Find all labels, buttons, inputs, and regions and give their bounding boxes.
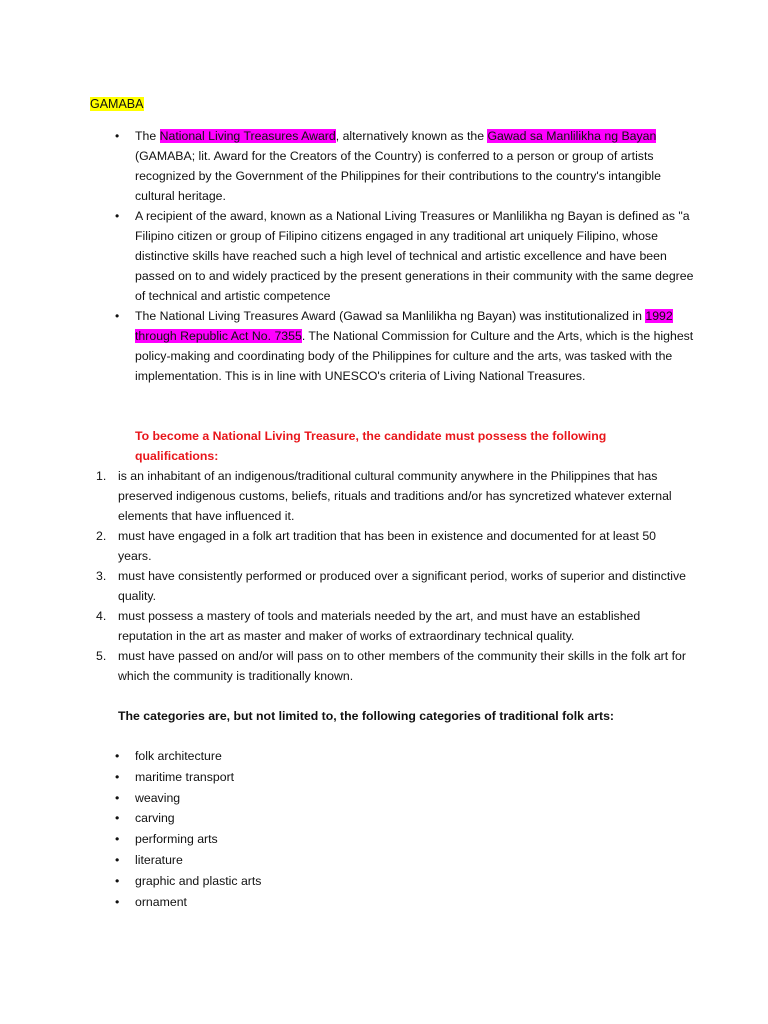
bullet-text: A recipient of the award, known as a National Living Treasures or Manlilikha ng Bayan is defined as "a Filipino citizen or group of Filipino citizens engaged in any traditional art uniquely Filipino, whose distinctive skills have reached such a high level of technical and artistic excellence and have been passed on to and widely practiced by the present generations in their community with the same degree of technical and artistic competence	[135, 209, 694, 303]
list-number: 2.	[96, 529, 107, 543]
category-text: folk architecture	[135, 749, 222, 763]
category-item	[0, 871, 400, 892]
category-text: carving	[135, 811, 175, 826]
bullet-text: , alternatively known as the	[335, 129, 488, 143]
intro-bullet-2	[0, 206, 700, 306]
qualification-item	[0, 606, 690, 646]
qualification-text: must have passed on and/or will pass on to other members of the community their skills in the folk art for which the community is traditionally known.	[118, 649, 686, 683]
highlight-republic-act: 1992 through Republic Act No. 7355	[135, 309, 673, 343]
qualification-item	[0, 646, 690, 686]
qualifications-heading: To become a National Living Treasure, the candidate must possess the following qualifications:	[135, 429, 607, 463]
bullet-text: The National Living Treasures Award (Gawad sa Manlilikha ng Bayan) was institutionalized in	[135, 309, 646, 323]
category-item	[0, 850, 400, 871]
qualification-text: must have engaged in a folk art tradition that has been in existence and documented for at least 50 years.	[118, 529, 656, 563]
bullet-icon: •	[115, 309, 120, 323]
qualification-item	[0, 466, 690, 526]
qualification-text: must have consistently performed or produced over a significant period, works of superior and distinctive quality.	[118, 569, 686, 603]
intro-bullet-3	[0, 306, 700, 386]
list-number: 3.	[96, 569, 107, 583]
document-title	[90, 96, 144, 112]
categories-list	[0, 746, 400, 912]
category-text: maritime transport	[135, 769, 235, 784]
bullet-icon: •	[115, 209, 120, 223]
category-item	[0, 746, 400, 767]
bullet-icon: •	[115, 129, 120, 143]
intro-bullet-list	[0, 126, 700, 386]
bullet-icon: •	[115, 852, 120, 867]
list-number: 1.	[96, 469, 107, 483]
highlight-award-name: National Living Treasures Award	[159, 129, 336, 143]
intro-bullet-1	[0, 126, 700, 206]
qualification-item	[0, 526, 690, 566]
highlight-gawad-name: Gawad sa Manlilikha ng Bayan	[487, 129, 657, 143]
category-text: ornament	[135, 894, 187, 909]
title-highlight: GAMABA	[90, 97, 144, 111]
category-item	[0, 892, 400, 913]
category-text: literature	[135, 852, 183, 867]
bullet-text: (GAMABA; lit. Award for the Creators of the Country) is conferred to a person or group of artists recognized by the Government of the Philippines for their contributions to the country's intangible cultural heritage.	[135, 149, 661, 203]
qualification-text: is an inhabitant of an indigenous/traditional cultural community anywhere in the Philippines that has preserved indigenous customs, beliefs, rituals and traditions and/or has syncretized whatever external elements that have influenced it.	[118, 469, 672, 523]
categories-heading: The categories are, but not limited to, the following categories of traditional folk arts:	[118, 709, 615, 723]
qualification-item	[0, 566, 690, 606]
bullet-text: . The National Commission for Culture and the Arts, which is the highest policy-making and coordinating body of the Philippines for culture and the arts, was tasked with the implementation. This is in line with UNESCO's criteria of Living National Treasures.	[135, 329, 694, 383]
bullet-icon: •	[115, 811, 120, 826]
category-text: graphic and plastic arts	[135, 873, 262, 888]
bullet-icon: •	[115, 832, 120, 847]
bullet-icon: •	[115, 873, 120, 888]
bullet-icon: •	[115, 769, 120, 784]
qualification-text: must possess a mastery of tools and materials needed by the art, and must have an established reputation in the art as master and maker of works of extraordinary technical quality.	[118, 609, 641, 643]
category-item	[0, 767, 400, 788]
category-text: performing arts	[135, 832, 218, 847]
qualifications-list	[0, 466, 690, 686]
bullet-icon: •	[115, 749, 120, 763]
bullet-icon: •	[115, 790, 120, 805]
list-number: 4.	[96, 609, 107, 623]
category-item	[0, 808, 400, 829]
list-number: 5.	[96, 649, 107, 663]
bullet-text: The	[135, 129, 160, 143]
bullet-icon: •	[115, 894, 120, 909]
category-text: weaving	[135, 790, 181, 805]
category-item	[0, 829, 400, 850]
category-item	[0, 788, 400, 809]
